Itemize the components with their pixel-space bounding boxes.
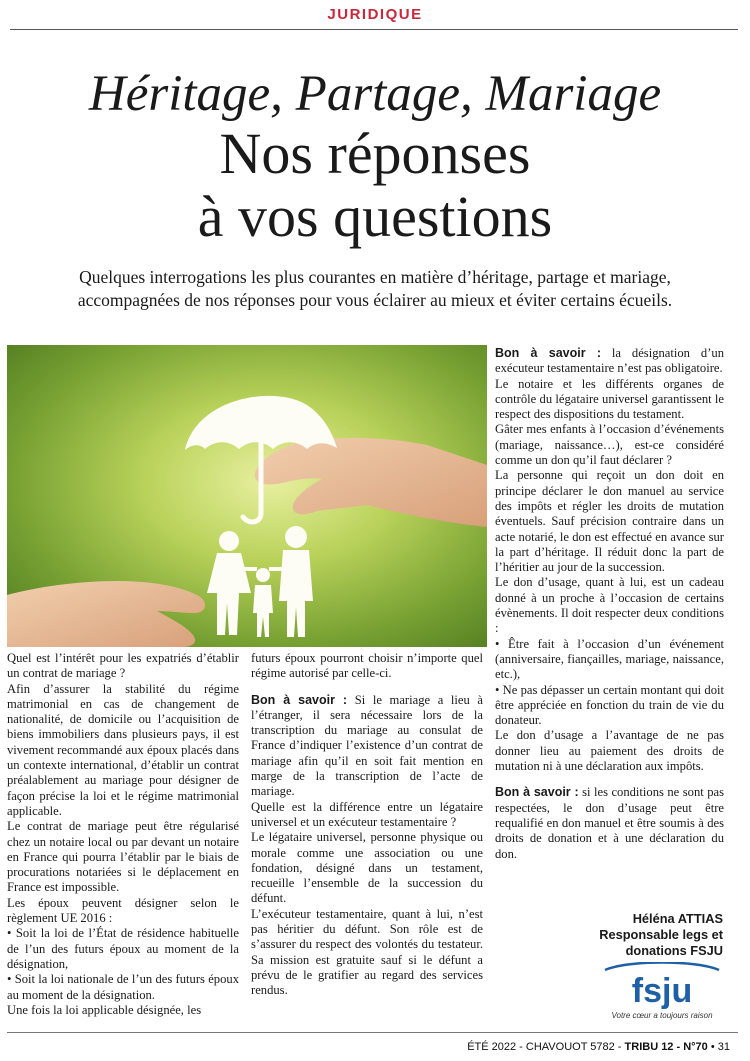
column-2: [251, 651, 483, 999]
question-don: Gâter mes enfants à l’occasion d’événements (mariage, naissance…), est-ce considéré comme un don qu’il faut déclarer ?: [495, 422, 724, 468]
bullet-item: • Soit la loi nationale de l’un des futurs époux au moment de la désignation.: [7, 972, 239, 1002]
logo-tagline: Votre cœur a toujours raison: [611, 1011, 713, 1020]
bon-a-savoir-label: Bon à savoir :: [495, 785, 579, 800]
paragraph: L’exécuteur testamentaire, quant à lui, n’est pas héritier du défunt. Son rôle est de s’assurer du respect des volontés du testateur. Sa mission est gratuite sauf si le défunt a prévu de le gratifier au regard des services rendus.: [251, 906, 483, 998]
title-line-3: à vos questions: [197, 184, 553, 249]
bullet-item: • Ne pas dépasser un certain montant qui doit être appréciée en fonction du train de vie du donateur.: [495, 682, 724, 728]
hands-umbrella-family-photo: [7, 345, 487, 647]
author-signature: [520, 911, 723, 959]
footer-magazine: TRIBU 12 - N°70: [624, 1041, 708, 1053]
logo-wordmark: fsju: [631, 972, 693, 1010]
top-divider: [10, 29, 738, 30]
bon-a-savoir-label: Bon à savoir :: [495, 346, 601, 360]
paragraph: Le don d’usage, quant à lui, est un cadeau donné à un proche à l’occasion de certains évènements. Il doit respecter deux conditions :: [495, 575, 724, 636]
bullet-item: • Être fait à l’occasion d’un événement (anniversaire, fiançailles, mariage, naissance, etc.),: [495, 636, 724, 682]
section-label: JURIDIQUE: [327, 6, 423, 23]
title-line-1: Héritage, Partage, Mariage: [88, 66, 662, 122]
author-role-line-1: Responsable legs et: [599, 927, 723, 942]
paragraph: futurs époux pourront choisir n’importe quel régime autorisé par celle-ci.: [251, 651, 483, 681]
paragraph: Une fois la loi applicable désignée, les: [7, 1002, 202, 1017]
intro-line-1: Quelques interrogations les plus courantes en matière d’héritage, partage et mariage,: [79, 267, 671, 287]
question-legataire: Quelle est la différence entre un légataire universel et un exécuteur testamentaire ?: [251, 799, 483, 829]
title-line-2: Nos réponses: [219, 121, 531, 186]
paragraph: Afin d’assurer la stabilité du régime matrimonial en cas de changement de nationalité, de domicile ou l’acquisition de biens immobiliers dans plusieurs pays, il est vivement recommandé aux époux placés dans un contexte international, d’établir un contrat préalablement au mariage pour désigner de façon précise la loi et le régime matrimonial applicable.: [7, 681, 239, 818]
author-role-line-2: donations FSJU: [625, 943, 723, 958]
question-expatries: Quel est l’intérêt pour les expatriés d’établir un contrat de mariage ?: [7, 651, 239, 681]
hands-umbrella-family-icon: [7, 345, 487, 647]
bon-a-savoir-paragraph: Bon à savoir : si les conditions ne sont pas respectées, le don d’usage peut être requalifié en don manuel et être soumis à des droits de donation et à une déclaration du don.: [495, 785, 724, 861]
paragraph: Le don d’usage a l’avantage de ne pas donner lieu au paiement des droits de mutation ni à une déclaration aux impôts.: [495, 728, 724, 774]
bon-a-savoir-paragraph: Bon à savoir : la désignation d’un exécuteur testamentaire n’est pas obligatoire.: [495, 346, 724, 376]
bon-a-savoir-paragraph: Bon à savoir : Si le mariage a lieu à l’étranger, il sera nécessaire lors de la transcription du mariage au consulat de France d’indiquer l’existence d’un contrat de mariage afin qu’il en soit fait mention en marge de la transcription de l’acte de mariage.: [251, 692, 483, 799]
paragraph: La personne qui reçoit un don doit en principe déclarer le don manuel au service des impôts et régler les droits de mutation éventuels. Sauf précision contraire dans un acte notarié, le don est effectué en avance sur la part d’héritage. Il réduit donc la part de l’héritier au jour de la succession.: [495, 468, 724, 575]
bullet-item: • Soit la loi de l’État de résidence habituelle de l’un des futurs époux au moment de la désignation,: [7, 926, 239, 971]
footer-issue: ÉTÉ 2022 - CHAVOUOT 5782 -: [467, 1041, 625, 1053]
page-footer: [0, 1041, 730, 1053]
fsju-logo-icon: [597, 962, 727, 1022]
bottom-divider: [7, 1032, 738, 1033]
bon-a-savoir-label: Bon à savoir :: [251, 692, 348, 707]
column-3: [495, 346, 724, 862]
paragraph: Le contrat de mariage peut être régularisé chez un notaire local ou par devant un notaire en France qui pourra l’établir par le biais de procurations notariées si le déplacement en France est impossible.: [7, 819, 239, 895]
intro-paragraph: [20, 266, 730, 312]
intro-line-2: accompagnées de nos réponses pour vous éclairer au mieux et éviter certains écueils.: [77, 290, 673, 310]
paragraph: Les époux peuvent désigner selon le règlement UE 2016 :: [7, 895, 239, 926]
author-name: Héléna ATTIAS: [632, 911, 723, 926]
footer-page-number: • 31: [707, 1041, 730, 1053]
column-1: [7, 651, 239, 1018]
paragraph: Le notaire et les différents organes de contrôle du légataire universel garantissent le respect des dispositions du testament.: [495, 376, 724, 422]
fsju-logo: [597, 962, 727, 1022]
paragraph: Le légataire universel, personne physique ou morale comme une association ou une fondation, désigné dans un testament, recueille l’ensemble de la succession du défunt.: [251, 830, 483, 906]
